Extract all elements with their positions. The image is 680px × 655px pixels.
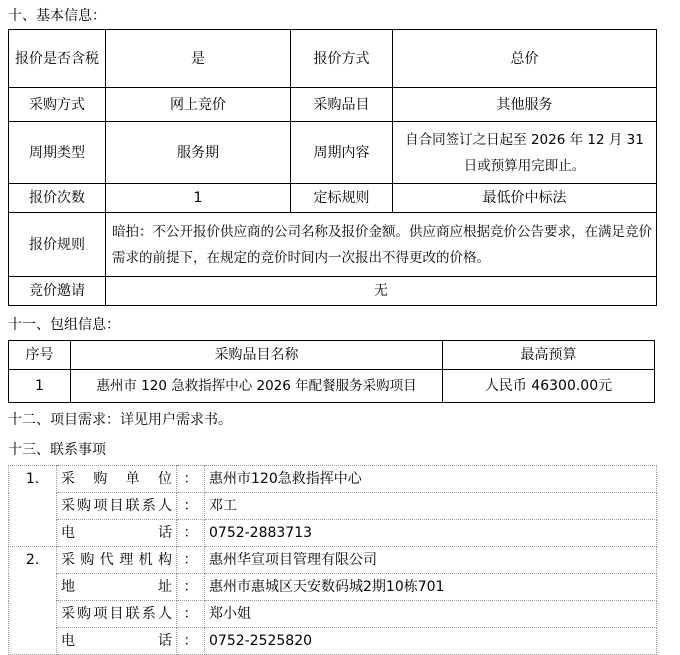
invite-label: 竞价邀请 — [9, 277, 106, 306]
contact-value: 惠州市120急救指挥中心 — [205, 466, 657, 493]
quote-rule-value: 暗拍：不公开报价供应商的公司名称及报价金额。供应商应根据竞价公告要求，在满足竞价需求的前提下，在规定的竞价时间内一次报出不得更改的价格。 — [106, 213, 657, 277]
contact-label: 采购项目联系人 — [57, 493, 177, 520]
contact-colon: ： — [177, 628, 205, 655]
purchase-method-value: 网上竞价 — [106, 88, 291, 122]
contact-colon: ： — [177, 466, 205, 493]
contact-row — [9, 628, 657, 655]
table-row — [9, 370, 655, 403]
table-header-row — [9, 341, 655, 370]
section13-title: 十三、联系事项 — [8, 442, 106, 458]
table-row — [9, 30, 657, 88]
contact-value: 0752-2525820 — [205, 628, 657, 655]
period-type-value: 服务期 — [106, 122, 291, 184]
contact-value: 0752-2883713 — [205, 520, 657, 547]
contact-table — [8, 465, 657, 655]
contact-row — [9, 520, 657, 547]
contact-label: 采购单位 — [57, 466, 177, 493]
contact-label: 采购代理机构 — [57, 547, 177, 574]
header-max-budget: 最高预算 — [443, 341, 655, 370]
quote-rule-label: 报价规则 — [9, 213, 106, 277]
award-rule-value: 最低价中标法 — [393, 184, 657, 213]
quote-count-value: 1 — [106, 184, 291, 213]
contact-row — [9, 466, 657, 493]
header-no: 序号 — [9, 341, 71, 370]
contact-row — [9, 574, 657, 601]
contact-colon: ： — [177, 520, 205, 547]
basic-info-table — [8, 29, 657, 306]
contact-value: 邓工 — [205, 493, 657, 520]
purchase-item-label: 采购品目 — [291, 88, 393, 122]
section12-title: 十二、项目需求：详见用户需求书。 — [8, 412, 232, 428]
quote-method-label: 报价方式 — [291, 30, 393, 88]
contact-value: 惠州华宣项目管理有限公司 — [205, 547, 657, 574]
contact-colon: ： — [177, 547, 205, 574]
period-content-label: 周期内容 — [291, 122, 393, 184]
contact-row — [9, 547, 657, 574]
package-budget: 人民币 46300.00元 — [443, 370, 655, 403]
award-rule-label: 定标规则 — [291, 184, 393, 213]
period-type-label: 周期类型 — [9, 122, 106, 184]
package-table — [8, 340, 655, 403]
table-row — [9, 213, 657, 277]
tax-label: 报价是否含税 — [9, 30, 106, 88]
contact-colon: ： — [177, 493, 205, 520]
table-row — [9, 88, 657, 122]
period-content-value: 自合同签订之日起至 2026 年 12 月 31 日或预算用完即止。 — [393, 122, 657, 184]
table-row — [9, 122, 657, 184]
package-name: 惠州市 120 急救指挥中心 2026 年配餐服务采购项目 — [71, 370, 443, 403]
contact-value: 郑小姐 — [205, 601, 657, 628]
section11-title: 十一、包组信息： — [8, 317, 120, 333]
contact-group-number: 2. — [9, 547, 57, 655]
contact-label: 采购项目联系人 — [57, 601, 177, 628]
tax-value: 是 — [106, 30, 291, 88]
contact-group-number: 1. — [9, 466, 57, 547]
contact-label: 电话 — [57, 520, 177, 547]
contact-label: 电话 — [57, 628, 177, 655]
table-row — [9, 184, 657, 213]
header-item-name: 采购品目名称 — [71, 341, 443, 370]
table-row — [9, 277, 657, 306]
quote-method-value: 总价 — [393, 30, 657, 88]
contact-row — [9, 601, 657, 628]
package-no: 1 — [9, 370, 71, 403]
contact-colon: ： — [177, 574, 205, 601]
section10-title: 十、基本信息： — [8, 8, 106, 24]
purchase-item-value: 其他服务 — [393, 88, 657, 122]
contact-colon: ： — [177, 601, 205, 628]
purchase-method-label: 采购方式 — [9, 88, 106, 122]
contact-value: 惠州市惠城区天安数码城2期10栋701 — [205, 574, 657, 601]
quote-count-label: 报价次数 — [9, 184, 106, 213]
contact-row — [9, 493, 657, 520]
invite-value: 无 — [106, 277, 657, 306]
contact-label: 地址 — [57, 574, 177, 601]
